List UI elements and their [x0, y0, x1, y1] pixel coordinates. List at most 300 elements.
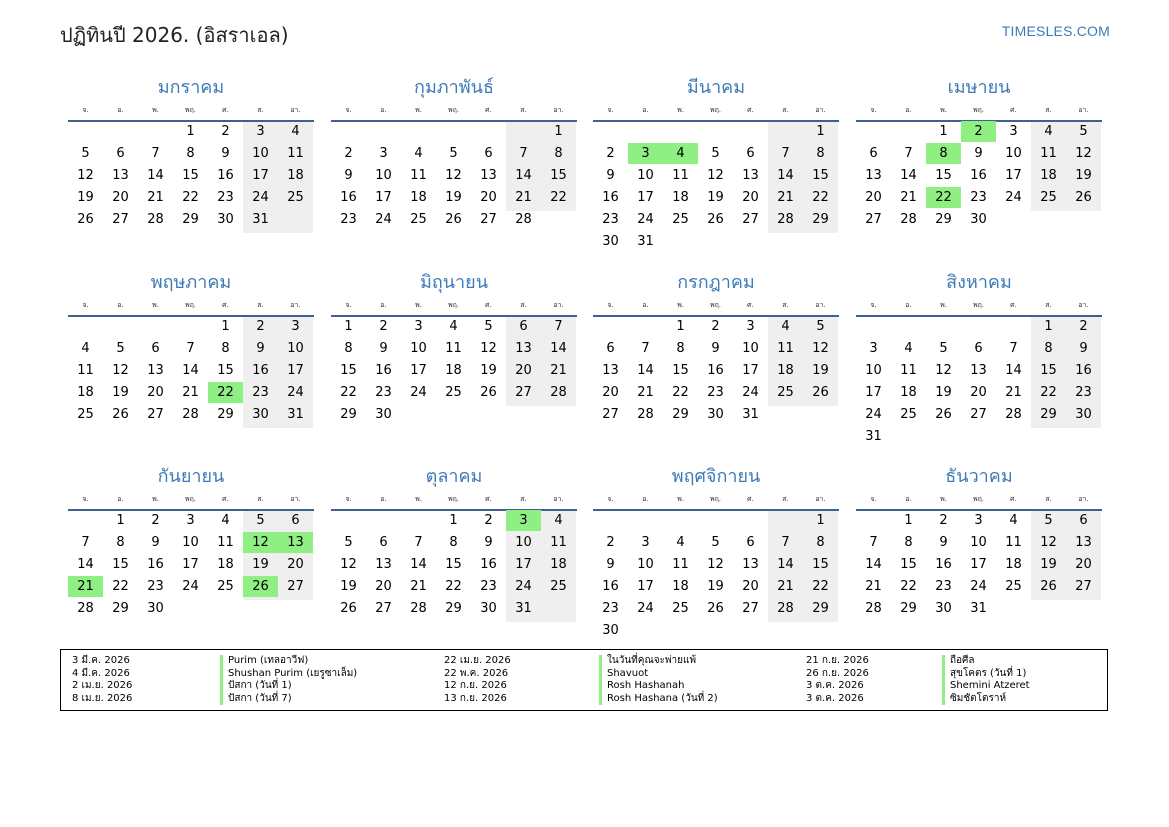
day-cell: 22 — [340, 385, 357, 400]
legend-date: 3 ต.ค. 2026 — [806, 680, 864, 691]
weekday-header: ส. — [520, 495, 527, 503]
weekday-header: จ. — [870, 495, 877, 503]
day-cell: 13 — [602, 363, 619, 378]
day-cell: 13 — [480, 168, 497, 183]
holiday-day-cell: 22 — [926, 187, 961, 208]
weekday-header: ศ. — [747, 106, 754, 114]
day-cell: 11 — [900, 363, 917, 378]
day-cell: 6 — [151, 341, 160, 356]
weekday-header: ศ. — [485, 106, 492, 114]
day-cell: 1 — [116, 513, 125, 528]
month-name: ธันวาคม — [945, 466, 1013, 487]
day-cell: 7 — [641, 341, 650, 356]
day-cell: 28 — [515, 212, 532, 227]
day-cell: 13 — [970, 363, 987, 378]
day-cell: 27 — [287, 579, 304, 594]
day-cell: 19 — [445, 190, 462, 205]
day-cell: 10 — [970, 535, 987, 550]
day-cell: 4 — [449, 319, 458, 334]
weekday-header: อ. — [117, 301, 124, 309]
day-cell: 11 — [77, 363, 94, 378]
day-cell: 10 — [182, 535, 199, 550]
day-cell: 3 — [974, 513, 983, 528]
day-cell: 10 — [742, 341, 759, 356]
day-cell: 4 — [1009, 513, 1018, 528]
day-cell: 1 — [221, 319, 230, 334]
day-cell: 2 — [379, 319, 388, 334]
weekday-header: ศ. — [1010, 106, 1017, 114]
legend-date: 2 เม.ย. 2026 — [72, 680, 133, 691]
day-cell: 4 — [1044, 124, 1053, 139]
day-cell: 27 — [602, 407, 619, 422]
day-cell: 18 — [445, 363, 462, 378]
day-cell: 25 — [1005, 579, 1022, 594]
day-cell: 3 — [746, 319, 755, 334]
day-cell: 8 — [676, 341, 685, 356]
legend-date: 26 ก.ย. 2026 — [806, 667, 869, 679]
day-cell: 25 — [672, 212, 689, 227]
day-cell: 17 — [970, 557, 987, 572]
day-cell: 27 — [480, 212, 497, 227]
month-name: มกราคม — [157, 77, 225, 98]
day-cell: 27 — [147, 407, 164, 422]
day-cell: 5 — [816, 319, 825, 334]
day-cell: 19 — [935, 385, 952, 400]
day-cell: 23 — [147, 579, 164, 594]
day-cell: 29 — [340, 407, 357, 422]
month-name: กรกฎาคม — [677, 272, 755, 293]
weekday-header: พฤ. — [709, 301, 722, 309]
day-cell: 8 — [449, 535, 458, 550]
day-cell: 16 — [935, 557, 952, 572]
day-cell: 3 — [1009, 124, 1018, 139]
weekday-header: จ. — [82, 106, 89, 114]
day-cell: 15 — [112, 557, 129, 572]
day-cell: 26 — [1040, 579, 1057, 594]
legend-date: 12 ก.ย. 2026 — [444, 680, 507, 691]
day-cell: 7 — [781, 535, 790, 550]
day-cell: 16 — [147, 557, 164, 572]
day-cell: 3 — [291, 319, 300, 334]
day-cell: 12 — [1040, 535, 1057, 550]
day-cell: 4 — [904, 341, 913, 356]
day-cell: 21 — [900, 190, 917, 205]
day-cell: 24 — [252, 190, 269, 205]
day-cell: 22 — [445, 579, 462, 594]
day-cell: 2 — [606, 535, 615, 550]
day-cell: 13 — [742, 168, 759, 183]
day-cell: 5 — [1044, 513, 1053, 528]
day-cell: 20 — [375, 579, 392, 594]
weekday-header: อา. — [290, 106, 301, 114]
day-cell: 30 — [602, 234, 619, 249]
day-cell: 30 — [252, 407, 269, 422]
day-cell: 18 — [672, 579, 689, 594]
day-cell: 14 — [777, 168, 794, 183]
day-cell: 14 — [182, 363, 199, 378]
day-cell: 4 — [781, 319, 790, 334]
month-name: เมษายน — [947, 77, 1011, 98]
day-cell: 27 — [865, 212, 882, 227]
day-cell: 8 — [904, 535, 913, 550]
month-name: พฤษภาคม — [150, 272, 232, 293]
day-cell: 1 — [1044, 319, 1053, 334]
day-cell: 14 — [637, 363, 654, 378]
day-cell: 10 — [515, 535, 532, 550]
day-cell: 31 — [637, 234, 654, 249]
day-cell: 5 — [256, 513, 265, 528]
day-cell: 27 — [742, 212, 759, 227]
day-cell: 18 — [1040, 168, 1057, 183]
day-cell: 22 — [112, 579, 129, 594]
day-cell: 27 — [515, 385, 532, 400]
day-cell: 16 — [1075, 363, 1092, 378]
day-cell: 17 — [252, 168, 269, 183]
day-cell: 14 — [77, 557, 94, 572]
day-cell: 25 — [900, 407, 917, 422]
day-cell: 30 — [707, 407, 724, 422]
weekday-header: อา. — [815, 495, 826, 503]
day-cell: 3 — [379, 146, 388, 161]
day-cell: 18 — [77, 385, 94, 400]
legend-date: 21 ก.ย. 2026 — [806, 655, 869, 666]
day-cell: 5 — [81, 146, 90, 161]
month-name: มิถุนายน — [419, 272, 489, 293]
day-cell: 21 — [865, 579, 882, 594]
legend-holiday-name: ถือศีล — [942, 655, 975, 668]
day-cell: 22 — [672, 385, 689, 400]
day-cell: 28 — [1005, 407, 1022, 422]
day-cell: 22 — [812, 579, 829, 594]
weekday-header: พ. — [415, 301, 422, 309]
day-cell: 26 — [77, 212, 94, 227]
month-name: มีนาคม — [686, 77, 746, 98]
day-cell: 28 — [777, 601, 794, 616]
day-cell: 16 — [375, 363, 392, 378]
day-cell: 30 — [1075, 407, 1092, 422]
weekday-header: อ. — [117, 106, 124, 114]
day-cell: 31 — [970, 601, 987, 616]
day-cell: 25 — [445, 385, 462, 400]
day-cell: 15 — [1040, 363, 1057, 378]
day-cell: 9 — [151, 535, 160, 550]
day-cell: 16 — [252, 363, 269, 378]
day-cell: 5 — [1079, 124, 1088, 139]
legend-date: 8 เม.ย. 2026 — [72, 692, 133, 704]
day-cell: 22 — [812, 190, 829, 205]
day-cell: 13 — [1075, 535, 1092, 550]
day-cell: 17 — [287, 363, 304, 378]
legend-holiday-name: Rosh Hashana (วันที่ 2) — [599, 693, 718, 706]
day-cell: 6 — [379, 535, 388, 550]
day-cell: 5 — [344, 535, 353, 550]
day-cell: 11 — [287, 146, 304, 161]
day-cell: 21 — [637, 385, 654, 400]
day-cell: 7 — [81, 535, 90, 550]
day-cell: 11 — [672, 168, 689, 183]
weekday-header: อ. — [905, 301, 912, 309]
day-cell: 4 — [676, 535, 685, 550]
weekday-header: ส. — [257, 495, 264, 503]
day-cell: 25 — [217, 579, 234, 594]
day-cell: 25 — [777, 385, 794, 400]
day-cell: 12 — [935, 363, 952, 378]
day-cell: 28 — [900, 212, 917, 227]
day-cell: 12 — [77, 168, 94, 183]
day-cell: 28 — [550, 385, 567, 400]
day-cell: 15 — [900, 557, 917, 572]
weekday-header: จ. — [607, 495, 614, 503]
day-cell: 29 — [1040, 407, 1057, 422]
day-cell: 13 — [742, 557, 759, 572]
day-cell: 2 — [711, 319, 720, 334]
day-cell: 2 — [1079, 319, 1088, 334]
day-cell: 28 — [77, 601, 94, 616]
day-cell: 19 — [812, 363, 829, 378]
day-cell: 18 — [777, 363, 794, 378]
day-cell: 29 — [112, 601, 129, 616]
day-cell: 6 — [746, 146, 755, 161]
day-cell: 8 — [221, 341, 230, 356]
day-cell: 11 — [777, 341, 794, 356]
day-cell: 14 — [777, 557, 794, 572]
weekday-header: ศ. — [1010, 301, 1017, 309]
day-cell: 24 — [637, 601, 654, 616]
day-cell: 7 — [781, 146, 790, 161]
day-cell: 1 — [939, 124, 948, 139]
day-cell: 3 — [186, 513, 195, 528]
day-cell: 21 — [410, 579, 427, 594]
weekday-header: พ. — [940, 301, 947, 309]
day-cell: 2 — [939, 513, 948, 528]
weekday-header: พฤ. — [184, 106, 197, 114]
day-cell: 10 — [865, 363, 882, 378]
weekday-header: จ. — [345, 106, 352, 114]
day-cell: 17 — [1005, 168, 1022, 183]
day-cell: 11 — [1005, 535, 1022, 550]
holiday-day-cell: 3 — [506, 510, 541, 531]
day-cell: 11 — [217, 535, 234, 550]
holiday-day-cell: 26 — [243, 576, 278, 597]
day-cell: 26 — [935, 407, 952, 422]
day-cell: 15 — [217, 363, 234, 378]
day-cell: 18 — [217, 557, 234, 572]
weekday-header: อ. — [642, 106, 649, 114]
brand-link[interactable]: TIMESLES.COM — [1001, 23, 1110, 39]
day-cell: 24 — [637, 212, 654, 227]
day-cell: 10 — [410, 341, 427, 356]
day-cell: 31 — [865, 429, 882, 444]
day-cell: 29 — [445, 601, 462, 616]
legend-date: 22 เม.ย. 2026 — [444, 655, 511, 666]
day-cell: 27 — [742, 601, 759, 616]
day-cell: 2 — [221, 124, 230, 139]
day-cell: 17 — [637, 579, 654, 594]
day-cell: 30 — [147, 601, 164, 616]
weekday-header: ศ. — [747, 495, 754, 503]
weekday-header: ศ. — [747, 301, 754, 309]
day-cell: 12 — [812, 341, 829, 356]
legend-date: 3 ต.ค. 2026 — [806, 692, 864, 704]
day-cell: 7 — [151, 146, 160, 161]
day-cell: 21 — [515, 190, 532, 205]
month-name: กันยายน — [157, 466, 225, 487]
day-cell: 20 — [147, 385, 164, 400]
day-cell: 27 — [375, 601, 392, 616]
day-cell: 22 — [900, 579, 917, 594]
day-cell: 14 — [550, 341, 567, 356]
weekday-header: อา. — [1078, 301, 1089, 309]
day-cell: 15 — [445, 557, 462, 572]
weekday-header: พฤ. — [972, 495, 985, 503]
weekday-header: อา. — [1078, 106, 1089, 114]
day-cell: 31 — [742, 407, 759, 422]
weekday-header: อา. — [553, 301, 564, 309]
day-cell: 12 — [445, 168, 462, 183]
weekday-header: อ. — [905, 495, 912, 503]
day-cell: 4 — [414, 146, 423, 161]
day-cell: 9 — [1079, 341, 1088, 356]
day-cell: 7 — [554, 319, 563, 334]
day-cell: 9 — [344, 168, 353, 183]
holiday-day-cell: 12 — [243, 532, 278, 553]
day-cell: 7 — [519, 146, 528, 161]
day-cell: 30 — [935, 601, 952, 616]
weekday-header: พฤ. — [184, 301, 197, 309]
day-cell: 24 — [410, 385, 427, 400]
day-cell: 27 — [1075, 579, 1092, 594]
day-cell: 20 — [1075, 557, 1092, 572]
holiday-day-cell: 13 — [278, 532, 313, 553]
day-cell: 29 — [935, 212, 952, 227]
day-cell: 23 — [340, 212, 357, 227]
weekday-header: อ. — [905, 106, 912, 114]
legend-date: 3 มี.ค. 2026 — [72, 655, 130, 666]
day-cell: 9 — [711, 341, 720, 356]
holiday-legend — [60, 649, 1108, 711]
weekday-header: พฤ. — [447, 106, 460, 114]
weekday-header: ส. — [1045, 301, 1052, 309]
month-name: ตุลาคม — [425, 466, 483, 487]
legend-holiday-name: Shushan Purim (เยรูซาเล็ม) — [220, 668, 357, 681]
day-cell: 12 — [1075, 146, 1092, 161]
day-cell: 12 — [112, 363, 129, 378]
legend-holiday-name: ปัสกา (วันที่ 7) — [220, 693, 292, 706]
legend-date: 13 ก.ย. 2026 — [444, 692, 507, 704]
holiday-day-cell: 4 — [663, 143, 698, 164]
day-cell: 4 — [221, 513, 230, 528]
day-cell: 6 — [869, 146, 878, 161]
weekday-header: อ. — [642, 301, 649, 309]
legend-holiday-name: สุขโคตร (วันที่ 1) — [942, 668, 1026, 681]
day-cell: 27 — [112, 212, 129, 227]
day-cell: 1 — [816, 513, 825, 528]
weekday-header: พฤ. — [972, 301, 985, 309]
day-cell: 2 — [484, 513, 493, 528]
legend-date: 4 มี.ค. 2026 — [72, 667, 130, 679]
day-cell: 14 — [900, 168, 917, 183]
day-cell: 13 — [865, 168, 882, 183]
weekday-header: จ. — [870, 301, 877, 309]
day-cell: 5 — [711, 535, 720, 550]
day-cell: 26 — [812, 385, 829, 400]
day-cell: 12 — [480, 341, 497, 356]
day-cell: 19 — [112, 385, 129, 400]
legend-holiday-name: Shavuot — [599, 668, 648, 681]
day-cell: 11 — [1040, 146, 1057, 161]
day-cell: 10 — [1005, 146, 1022, 161]
legend-holiday-name: ในวันที่คุณจะพ่ายแพ้ — [599, 655, 696, 668]
day-cell: 31 — [287, 407, 304, 422]
day-cell: 23 — [602, 601, 619, 616]
day-cell: 2 — [606, 146, 615, 161]
day-cell: 12 — [707, 557, 724, 572]
day-cell: 23 — [480, 579, 497, 594]
day-cell: 20 — [112, 190, 129, 205]
weekday-header: ส. — [1045, 495, 1052, 503]
day-cell: 11 — [445, 341, 462, 356]
day-cell: 11 — [672, 557, 689, 572]
weekday-header: จ. — [607, 106, 614, 114]
day-cell: 5 — [711, 146, 720, 161]
day-cell: 18 — [672, 190, 689, 205]
weekday-header: อ. — [380, 106, 387, 114]
day-cell: 29 — [672, 407, 689, 422]
weekday-header: พฤ. — [447, 495, 460, 503]
weekday-header: ศ. — [222, 495, 229, 503]
day-cell: 17 — [515, 557, 532, 572]
weekday-header: พ. — [940, 495, 947, 503]
day-cell: 20 — [865, 190, 882, 205]
day-cell: 9 — [379, 341, 388, 356]
legend-date: 22 พ.ค. 2026 — [444, 667, 509, 679]
day-cell: 28 — [410, 601, 427, 616]
day-cell: 16 — [707, 363, 724, 378]
weekday-header: พฤ. — [184, 495, 197, 503]
day-cell: 23 — [375, 385, 392, 400]
day-cell: 27 — [970, 407, 987, 422]
day-cell: 22 — [1040, 385, 1057, 400]
day-cell: 5 — [449, 146, 458, 161]
day-cell: 20 — [602, 385, 619, 400]
day-cell: 30 — [480, 601, 497, 616]
day-cell: 16 — [602, 190, 619, 205]
weekday-header: จ. — [345, 301, 352, 309]
legend-holiday-name: Rosh Hashanah — [599, 680, 684, 693]
day-cell: 7 — [186, 341, 195, 356]
legend-holiday-name: Purim (เทลอาวีฟ) — [220, 655, 308, 668]
day-cell: 9 — [221, 146, 230, 161]
weekday-header: อา. — [815, 106, 826, 114]
day-cell: 5 — [116, 341, 125, 356]
day-cell: 20 — [970, 385, 987, 400]
day-cell: 6 — [974, 341, 983, 356]
day-cell: 25 — [410, 212, 427, 227]
weekday-header: ศ. — [1010, 495, 1017, 503]
legend-holiday-name: ปัสกา (วันที่ 1) — [220, 680, 292, 693]
day-cell: 2 — [344, 146, 353, 161]
holiday-day-cell: 8 — [926, 143, 961, 164]
day-cell: 23 — [602, 212, 619, 227]
day-cell: 3 — [256, 124, 265, 139]
day-cell: 4 — [291, 124, 300, 139]
day-cell: 5 — [939, 341, 948, 356]
weekday-header: อ. — [642, 495, 649, 503]
day-cell: 9 — [256, 341, 265, 356]
holiday-day-cell: 2 — [961, 121, 996, 142]
day-cell: 20 — [515, 363, 532, 378]
weekday-header: อ. — [380, 301, 387, 309]
